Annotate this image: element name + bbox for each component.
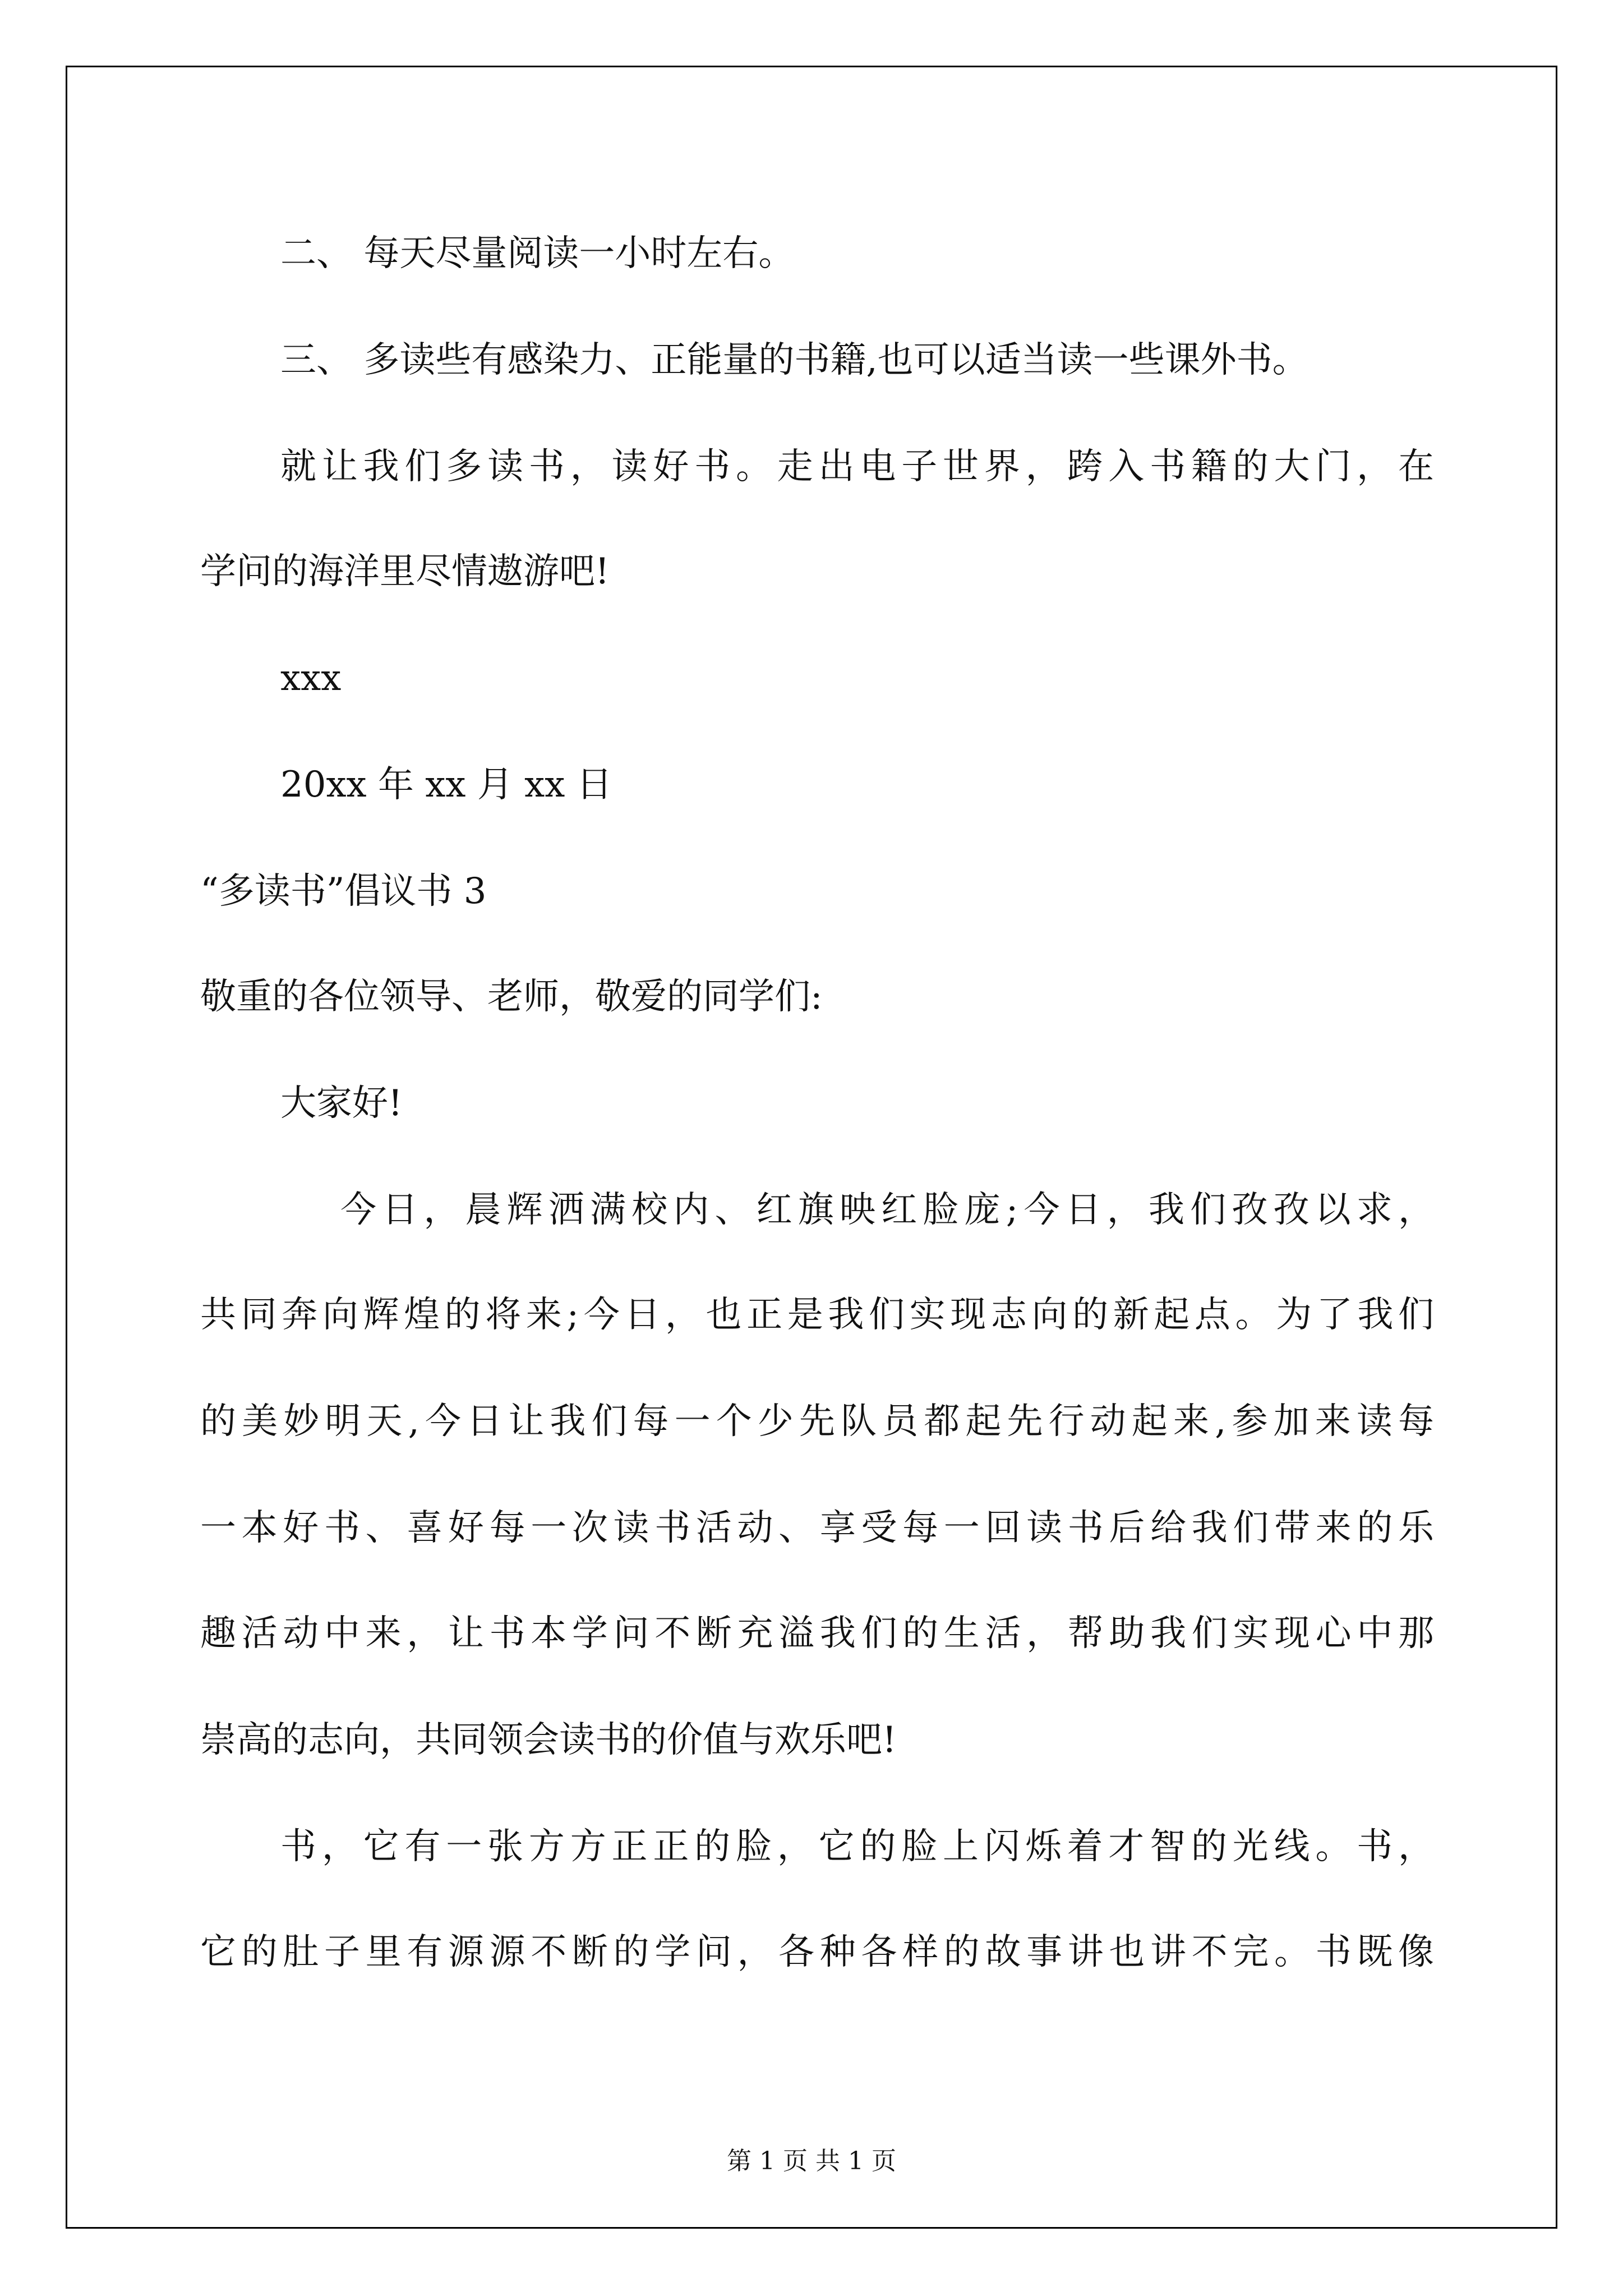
text-line: 一本好书、喜好每一次读书活动、享受每一回读书后给我们带来的乐 bbox=[200, 1507, 1434, 1549]
text-line: 二、 每天尽量阅读一小时左右。 bbox=[280, 233, 795, 274]
page-border bbox=[66, 66, 1557, 2229]
salutation: 敬重的各位领导、老师，敬爱的同学们: bbox=[200, 976, 823, 1018]
page-footer: 第 1 页 共 1 页 bbox=[727, 2147, 896, 2175]
greeting: 大家好! bbox=[280, 1083, 403, 1124]
text-line: 它的肚子里有源源不断的学问，各种各样的故事讲也讲不完。书既像 bbox=[200, 1931, 1434, 1973]
text-line: 今日，晨辉洒满校内、红旗映红脸庞;今日，我们孜孜以求， bbox=[340, 1189, 1434, 1231]
text-line: 就让我们多读书，读好书。走出电子世界，跨入书籍的大门，在 bbox=[280, 446, 1434, 487]
text-line: 的美妙明天,今日让我们每一个少先队员都起先行动起来,参加来读每 bbox=[200, 1401, 1434, 1442]
section-title: “多读书”倡议书 3 bbox=[200, 871, 487, 912]
text-line: 三、 多读些有感染力、正能量的书籍,也可以适当读一些课外书。 bbox=[280, 339, 1308, 381]
signature-name: xxx bbox=[280, 657, 342, 699]
text-line: 学问的海洋里尽情遨游吧! bbox=[200, 551, 610, 592]
text-line: 共同奔向辉煌的将来;今日，也正是我们实现志向的新起点。为了我们 bbox=[200, 1294, 1434, 1336]
signature-date: 20xx 年 xx 月 xx 日 bbox=[280, 764, 612, 806]
text-line: 书，它有一张方方正正的脸，它的脸上闪烁着才智的光线。书， bbox=[280, 1826, 1434, 1867]
text-line: 崇高的志向，共同领会读书的价值与欢乐吧! bbox=[200, 1719, 897, 1761]
text-line: 趣活动中来，让书本学问不断充溢我们的生活，帮助我们实现心中那 bbox=[200, 1613, 1434, 1654]
